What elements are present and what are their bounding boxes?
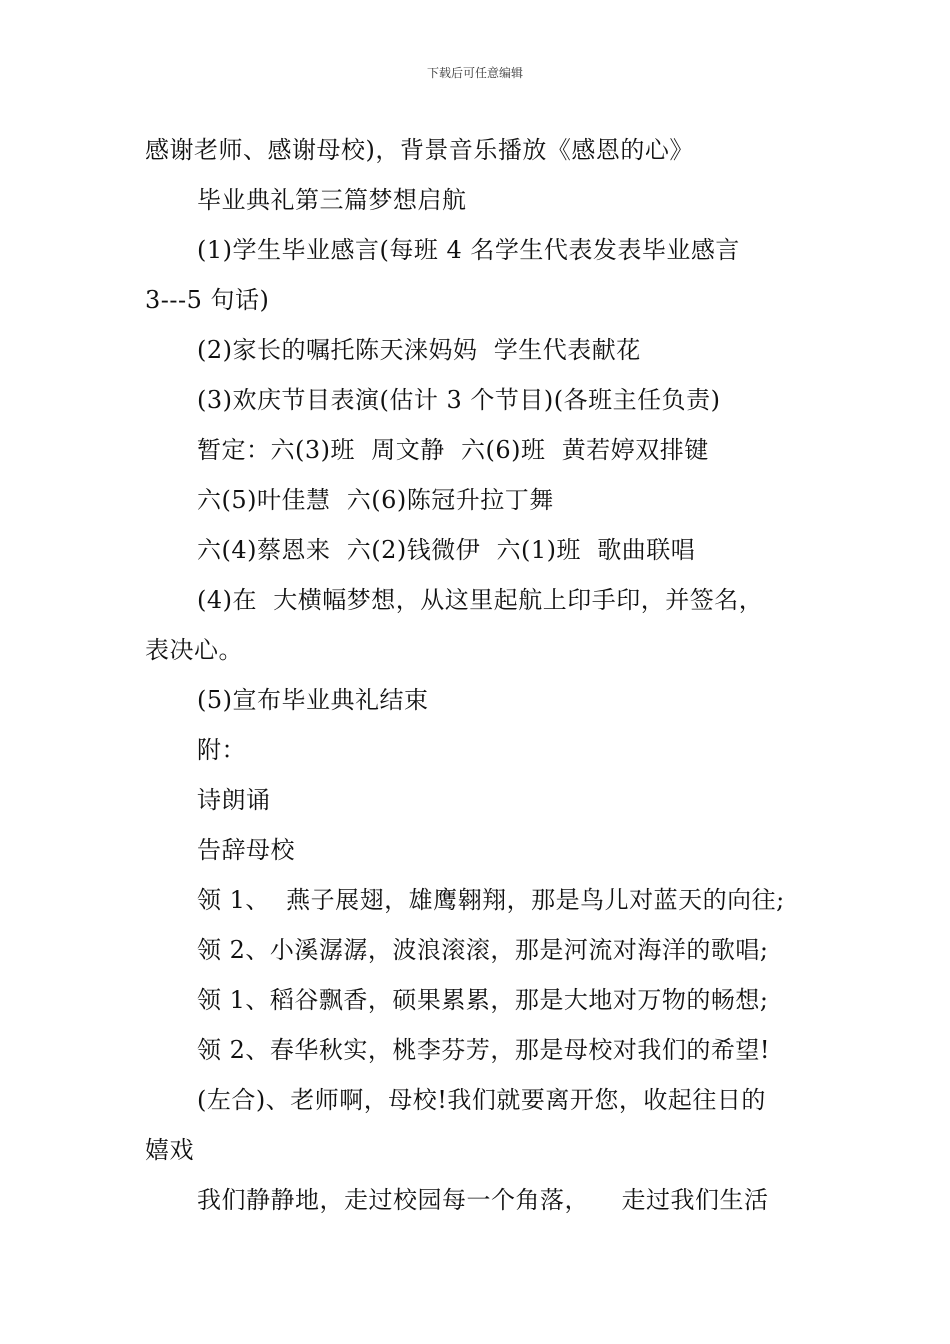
text-line: 3---5 句话) [145,286,270,314]
text-line: 表决心。 [145,636,243,664]
poem-title: 告辞母校 [197,836,295,864]
text-line: (4)在 大横幅梦想，从这里起航上印手印，并签名， [197,586,764,614]
text-line: 六(4)蔡恩来 六(2)钱微伊 六(1)班 歌曲联唱 [197,536,696,564]
poem-line: (左合)、老师啊，母校!我们就要离开您，收起往日的 [197,1086,766,1114]
poem-line: 领 1、稻谷飘香，硕果累累，那是大地对万物的畅想; [197,986,769,1014]
poem-line: 领 1、 燕子展翅，雄鹰翱翔，那是鸟儿对蓝天的向往; [197,886,785,914]
appendix-label: 附： [197,736,246,764]
text-line: 暂定：六(3)班 周文静 六(6)班 黄若婷双排键 [197,436,709,464]
document-body [145,125,810,1225]
page-header-note: 下载后可任意编辑 [426,66,523,80]
poem-line: 嬉戏 [145,1136,194,1164]
text-line: 感谢老师、感谢母校)，背景音乐播放《感恩的心》 [145,136,694,164]
poem-line: 领 2、春华秋实，桃李芬芳，那是母校对我们的希望! [197,1036,771,1064]
text-line: 六(5)叶佳慧 六(6)陈冠升拉丁舞 [197,486,554,514]
section-title: 毕业典礼第三篇梦想启航 [197,186,467,214]
poem-heading: 诗朗诵 [197,786,271,814]
text-line: (1)学生毕业感言(每班 4 名学生代表发表毕业感言 [197,236,740,264]
poem-line: 我们静静地，走过校园每一个角落， 走过我们生活 [197,1186,769,1214]
text-line: (3)欢庆节目表演(估计 3 个节目)(各班主任负责) [197,386,721,414]
poem-line: 领 2、小溪潺潺，波浪滚滚，那是河流对海洋的歌唱; [197,936,769,964]
text-line: (5)宣布毕业典礼结束 [197,686,429,714]
text-line: (2)家长的嘱托陈天涞妈妈 学生代表献花 [197,336,641,364]
